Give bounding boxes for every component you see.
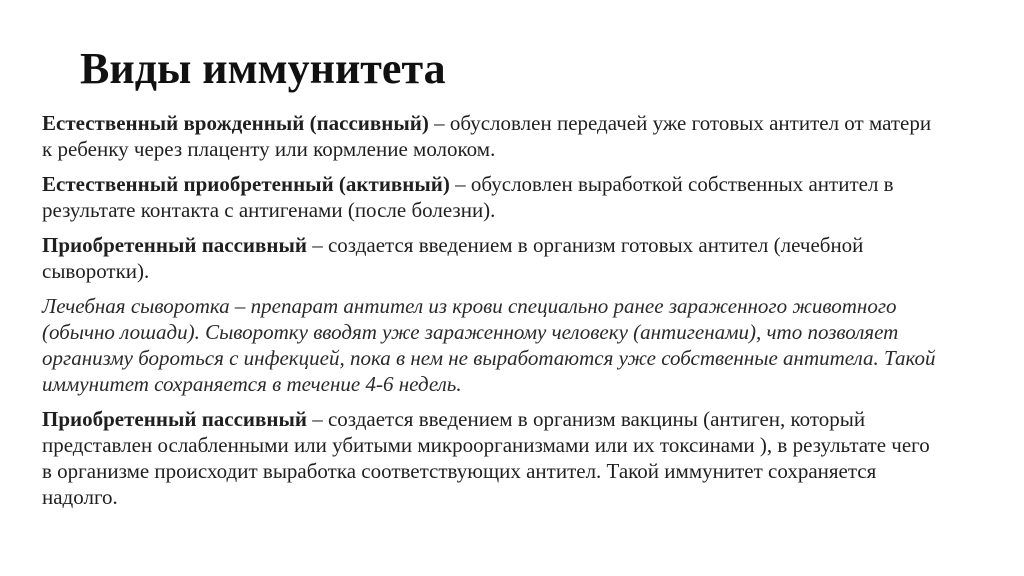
term-natural-innate: Естественный врожденный (пассивный) <box>42 111 429 135</box>
slide-body <box>42 110 942 519</box>
term-acquired-passive-vaccine: Приобретенный пассивный <box>42 407 307 431</box>
slide-title: Виды иммунитета <box>80 44 446 93</box>
term-acquired-passive-serum: Приобретенный пассивный <box>42 233 307 257</box>
paragraph-acquired-passive-vaccine <box>42 406 942 510</box>
definition-acquired-passive-serum: – создается введением в организм готовых антител (лечебной сыворотки). <box>42 233 864 283</box>
paragraph-acquired-passive-serum <box>42 232 942 284</box>
paragraph-serum-note: Лечебная сыворотка – препарат антител из крови специально ранее зараженного животного (обычно лошади). Сыворотку вводят уже зараженному человеку (антигенами), что позволяет организму бороться с инфекцией, пока в нем не выработаются уже собственные антитела. Такой иммунитет сохраняется в течение 4-6 недель. <box>42 294 936 396</box>
term-natural-acquired: Естественный приобретенный (активный) <box>42 172 450 196</box>
definition-acquired-passive-vaccine: – создается введением в организм вакцины (антиген, который представлен ослабленными или убитыми микроорганизмами или их токсинами ), в результате чего в организме происходит выработка соответствующих антител. Такой иммунитет сохраняется надолго. <box>42 407 930 509</box>
definition-natural-acquired: – обусловлен выработкой собственных антител в результате контакта с антигенами (после болезни). <box>42 172 894 222</box>
definition-natural-innate: – обусловлен передачей уже готовых антител от матери к ребенку через плаценту или кормление молоком. <box>42 111 932 161</box>
paragraph-natural-acquired <box>42 171 942 223</box>
paragraph-natural-innate <box>42 110 942 162</box>
